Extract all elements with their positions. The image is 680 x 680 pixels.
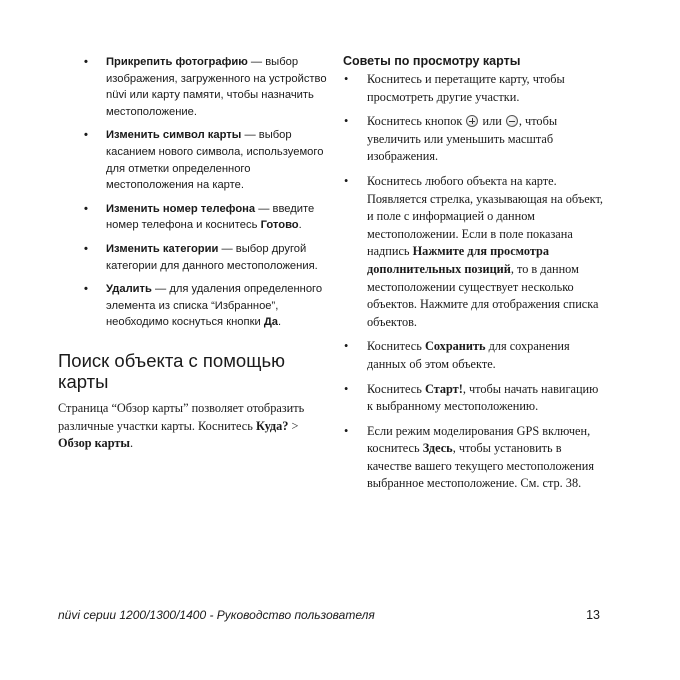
tip-text: Коснитесь любого объекта на карте. Появляется стрелка, указывающая на объект, и поле с информацией о данном местоположении. Если в поле показана надпись bbox=[367, 173, 603, 259]
button-reference: Готово bbox=[260, 219, 299, 232]
list-item bbox=[343, 338, 605, 373]
list-item bbox=[343, 423, 605, 493]
menu-reference-where-to: Куда? bbox=[255, 418, 289, 433]
bullet: • bbox=[84, 283, 88, 296]
favorite-options-list bbox=[58, 54, 330, 331]
list-item bbox=[58, 201, 330, 234]
option-title: Изменить символ карты bbox=[106, 129, 242, 142]
list-item bbox=[343, 71, 605, 106]
tips-heading: Советы по просмотру карты bbox=[343, 54, 521, 68]
option-title: Удалить bbox=[106, 283, 152, 296]
right-column bbox=[343, 54, 605, 500]
section-heading: Поиск объекта с помощью карты bbox=[58, 349, 285, 392]
punctuation: . bbox=[130, 436, 134, 451]
punctuation: . bbox=[278, 316, 282, 329]
option-title: Изменить категории bbox=[106, 242, 219, 255]
list-item bbox=[58, 281, 330, 331]
list-item bbox=[58, 127, 330, 193]
button-reference: Старт! bbox=[424, 381, 463, 396]
button-reference: Сохранить bbox=[424, 339, 486, 354]
tip-text: , чтобы начать навигацию к выбранному местоположению. bbox=[367, 381, 599, 414]
button-reference: Здесь bbox=[422, 441, 453, 456]
bullet: • bbox=[344, 339, 349, 354]
paragraph-text: Страница “Обзор карты” позволяет отобразить различные участки карты. Коснитесь bbox=[58, 400, 305, 433]
tip-text: Коснитесь bbox=[367, 339, 425, 354]
bullet: • bbox=[84, 242, 88, 255]
bullet: • bbox=[344, 173, 349, 188]
bullet: • bbox=[84, 56, 88, 68]
zoom-out-icon bbox=[506, 115, 518, 127]
option-description: — введите номер телефона и коснитесь bbox=[106, 202, 315, 232]
menu-separator: > bbox=[288, 418, 299, 433]
menu-reference-browse-map: Обзор карты bbox=[58, 436, 131, 451]
option-description: — выбор другой категории для данного местоположения. bbox=[106, 242, 318, 272]
left-column bbox=[58, 54, 330, 453]
option-description: — выбор изображения, загруженного на устройство nüvi или карту памяти, чтобы назначить местоположение. bbox=[106, 56, 327, 118]
bullet: • bbox=[344, 114, 349, 129]
bullet: • bbox=[344, 72, 349, 86]
tip-text: , то в данном местоположении существует несколько объектов. Нажмите для отображения списка объектов. bbox=[367, 261, 599, 329]
list-item bbox=[343, 173, 605, 331]
list-item bbox=[58, 54, 330, 120]
tip-text: , чтобы установить в качестве вашего текущего местоположения выбранное местоположение. См. стр. 38. bbox=[367, 441, 594, 491]
option-title: Прикрепить фотографию bbox=[106, 56, 248, 68]
tip-text: для сохранения данных об этом объекте. bbox=[367, 339, 570, 371]
list-item bbox=[343, 381, 605, 416]
button-reference: Да bbox=[263, 316, 279, 329]
option-description: — выбор касанием нового символа, используемого для отметки определенного местоположения на карте. bbox=[106, 129, 324, 192]
punctuation: . bbox=[298, 219, 302, 232]
tip-text: или bbox=[479, 114, 505, 129]
zoom-in-icon bbox=[466, 115, 478, 127]
bullet: • bbox=[344, 423, 349, 438]
page-number: 13 bbox=[586, 608, 600, 622]
tips-list bbox=[343, 71, 605, 493]
tip-text: Коснитесь bbox=[367, 381, 425, 396]
bullet: • bbox=[84, 129, 88, 142]
option-description: — для удаления определенного элемента из списка “Избранное”, необходимо коснуться кнопки bbox=[106, 283, 323, 329]
bullet: • bbox=[84, 202, 88, 215]
bullet: • bbox=[344, 381, 349, 396]
tip-text: Коснитесь и перетащите карту, чтобы просмотреть другие участки. bbox=[367, 72, 565, 104]
section-paragraph bbox=[58, 400, 330, 453]
tip-text: Коснитесь кнопок bbox=[367, 114, 466, 129]
list-item bbox=[343, 113, 605, 166]
tip-text: Если режим моделирования GPS включен, коснитесь bbox=[367, 423, 591, 456]
list-item bbox=[58, 241, 330, 274]
ui-label-reference: Нажмите для просмотра дополнительных позиций bbox=[367, 244, 550, 276]
option-title: Изменить номер телефона bbox=[106, 202, 256, 215]
footer-title: nüvi серии 1200/1300/1400 - Руководство пользователя bbox=[58, 608, 375, 622]
tip-text: , чтобы увеличить или уменьшить масштаб изображения. bbox=[367, 114, 558, 164]
